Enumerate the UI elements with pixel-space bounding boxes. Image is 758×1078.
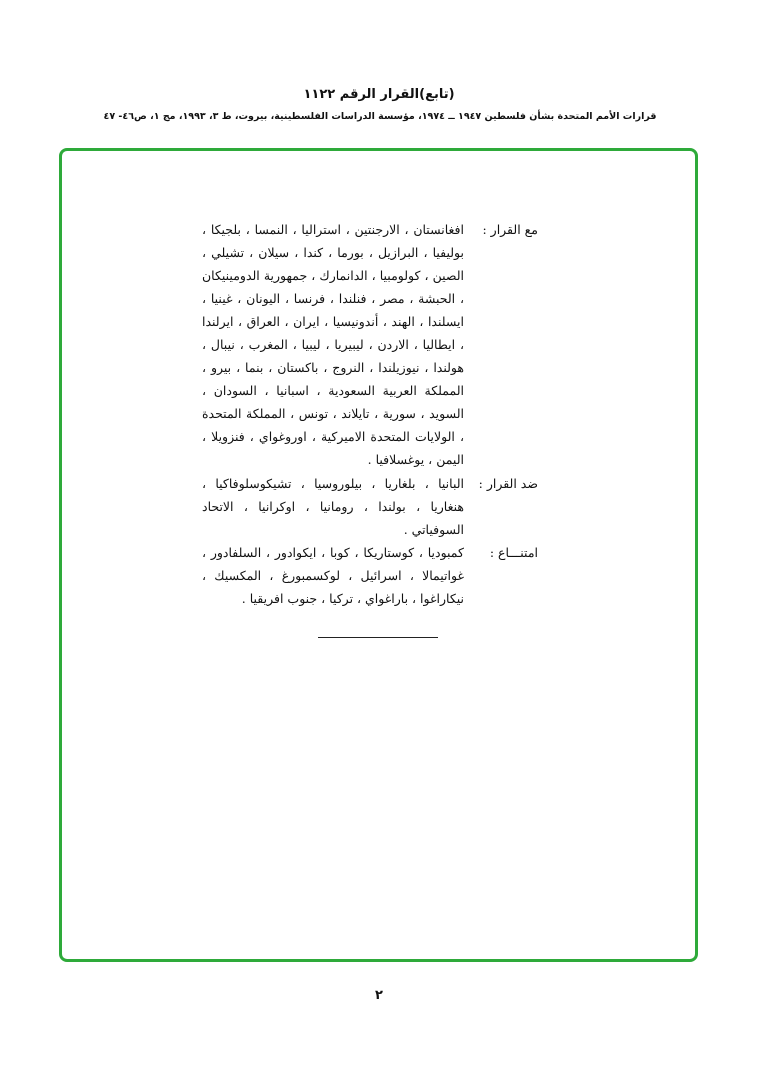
votes-abstain-label: امتنـــاع : [489,545,538,560]
end-divider-line [318,637,438,638]
votes-for-label: مع القرار : [482,222,538,237]
page-header-title: (تابع)القرار الرقم ١١٢٢ [303,87,455,102]
votes-against-countries: البانيا ، بلغاريا ، بيلوروسيا ، تشيكوسلوفاكيا ، هنغاريا ، بولندا ، رومانيا ، اوكرانيا ، الاتحاد السوفياتي . [202,476,464,537]
page-number: ٢ [375,988,383,1003]
votes-for-countries: افغانستان ، الارجنتين ، استراليا ، النمسا ، بلجيكا ، بوليفيا ، البرازيل ، بورما ، كندا ، سيلان ، تشيلي ، الصين ، كولومبيا ، الدانمارك ، جمهورية الدومينيكان ، الحبشة ، مصر ، فنلندا ، فرنسا ، اليونان ، غينيا ، ايسلندا ، الهند ، أندونيسيا ، ايران ، العراق ، ايرلندا ، ايطاليا ، الاردن ، ليبيريا ، ليبيا ، المغرب ، نيبال ، هولندا ، نيوزيلندا ، النروج ، باكستان ، بنما ، بيرو ، المملكة العربية السعودية ، اسبانيا ، السودان ، السويد ، سورية ، تايلاند ، تونس ، المملكة المتحدة ، الولايات المتحدة الاميركية ، اوروغواي ، فنزويلا ، اليمن ، يوغسلافيا . [202,222,464,467]
page-header-citation: قرارات الأمم المتحدة بشأن فلسطين ١٩٤٧ ــ ١٩٧٤، مؤسسة الدراسات الفلسطينية، بيروت، ط ٣، ١٩٩٣، مج ١، ص٤٦- ٤٧ [103,111,657,122]
votes-abstain-countries: كمبوديا ، كوستاريكا ، كوبا ، ايكوادور ، السلفادور ، غواتيمالا ، اسرائيل ، لوكسمبورغ ، المكسيك ، نيكاراغوا ، باراغواي ، تركيا ، جنوب افريقيا . [202,545,464,606]
votes-against-label: ضد القرار : [478,476,538,491]
